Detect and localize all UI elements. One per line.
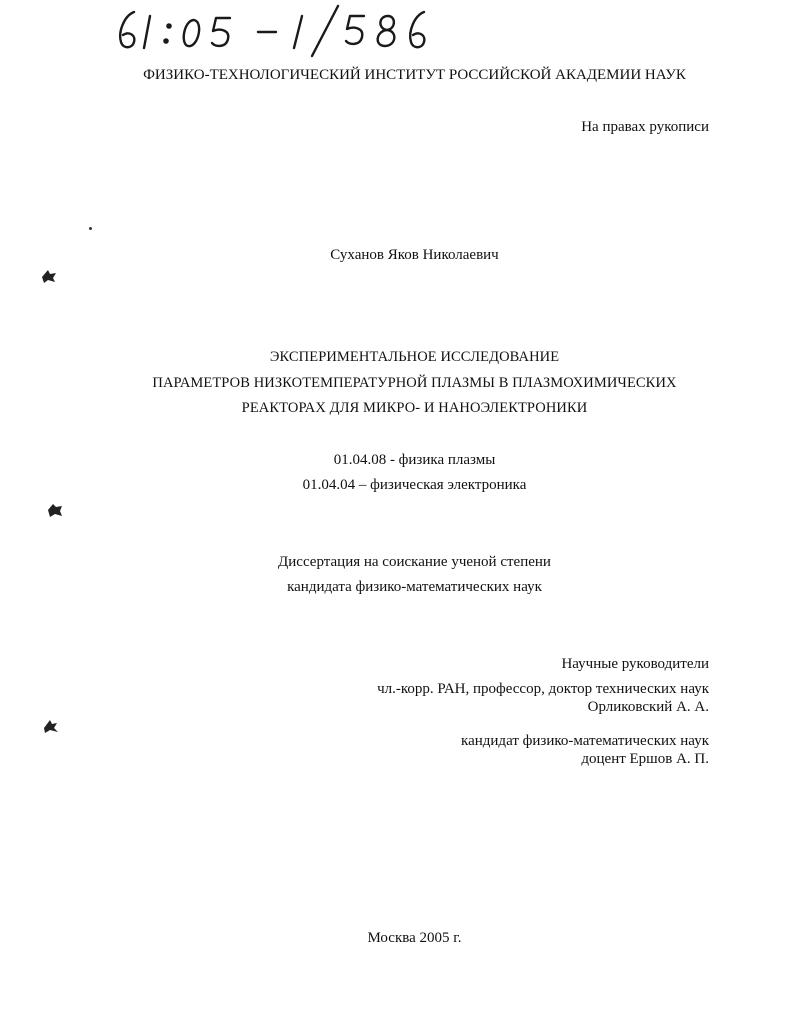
scan-speck bbox=[89, 227, 92, 230]
specialty-code-2: 01.04.04 – физическая электроника bbox=[302, 477, 527, 493]
supervisor-2-name: доцент Ершов А. П. bbox=[581, 751, 709, 767]
manuscript-rights-note: На правах рукописи bbox=[581, 119, 709, 135]
supervisor-1-title: чл.-корр. РАН, профессор, доктор технических наук bbox=[377, 681, 709, 697]
author-name: Суханов Яков Николаевич bbox=[330, 247, 499, 263]
dissertation-title-line-3: РЕАКТОРАХ ДЛЯ МИКРО- И НАНОЭЛЕКТРОНИКИ bbox=[241, 400, 588, 416]
supervisor-2-title: кандидат физико-математических наук bbox=[461, 733, 709, 749]
dissertation-title-line-1: ЭКСПЕРИМЕНТАЛЬНОЕ ИССЛЕДОВАНИЕ bbox=[269, 349, 560, 365]
scan-mark-3 bbox=[42, 718, 60, 734]
degree-line-1: Диссертация на соискание ученой степени bbox=[278, 554, 551, 570]
specialty-code-1: 01.04.08 - физика плазмы bbox=[333, 452, 496, 468]
handwritten-archive-code bbox=[112, 2, 442, 58]
city-year: Москва 2005 г. bbox=[367, 930, 462, 946]
degree-line-2: кандидата физико-математических наук bbox=[287, 579, 542, 595]
handwritten-code-drawing bbox=[112, 2, 442, 58]
institute-name: ФИЗИКО-ТЕХНОЛОГИЧЕСКИЙ ИНСТИТУТ РОССИЙСКОЙ АКАДЕМИИ НАУК bbox=[143, 67, 686, 83]
supervisors-heading: Научные руководители bbox=[561, 656, 709, 672]
scan-mark-2 bbox=[46, 502, 64, 518]
dissertation-title-line-2: ПАРАМЕТРОВ НИЗКОТЕМПЕРАТУРНОЙ ПЛАЗМЫ В ПЛАЗМОХИМИЧЕСКИХ bbox=[152, 375, 677, 391]
supervisor-1-name: Орликовский А. А. bbox=[587, 699, 709, 715]
scan-mark-1 bbox=[40, 268, 58, 284]
